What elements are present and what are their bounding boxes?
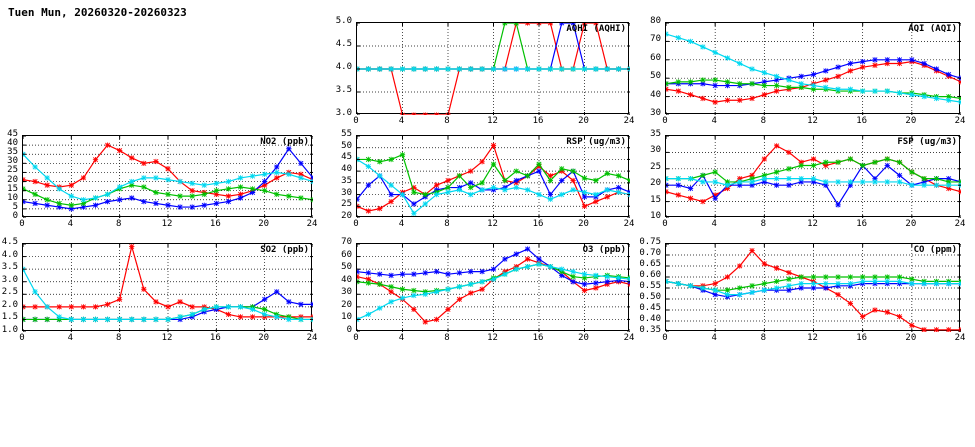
xtick-rsp: 12: [487, 219, 498, 229]
chart-panel-rsp: [341, 129, 635, 229]
ytick-aqi: 60: [650, 52, 661, 63]
ytick-no2: 0: [12, 211, 18, 221]
xtick-o3: 8: [444, 333, 450, 343]
xtick-aqhi: 12: [487, 116, 498, 126]
plot-area-so2: [22, 243, 312, 331]
ytick-no2: 10: [7, 192, 18, 203]
ytick-so2: 2.5: [1, 287, 18, 298]
xtick-rsp: 24: [623, 219, 635, 229]
ytick-aqhi: 5.0: [335, 16, 352, 26]
chart-panel-o3: [341, 237, 635, 343]
xtick-aqhi: 16: [532, 116, 544, 126]
xtick-fsp: 16: [856, 219, 868, 229]
ytick-rsp: 55: [341, 129, 352, 139]
xtick-no2: 8: [115, 219, 122, 229]
xtick-aqhi: 8: [444, 116, 450, 126]
chart-panel-aqi: [650, 16, 966, 126]
xtick-fsp: 12: [807, 219, 818, 229]
plot-area-no2: [22, 135, 312, 217]
xtick-no2: 16: [209, 219, 221, 229]
xtick-aqi: 16: [856, 116, 868, 126]
ytick-co: 0.70: [639, 248, 661, 258]
plot-area-co: [665, 243, 960, 331]
ytick-no2: 30: [7, 156, 18, 167]
xtick-co: 12: [807, 333, 818, 343]
chart-title-rsp: RSP (ug/m3): [566, 137, 626, 147]
xtick-co: 20: [905, 333, 917, 343]
plot-area-fsp: [665, 135, 960, 217]
xtick-rsp: 0: [353, 219, 359, 229]
chart-title-co: CO (ppm): [913, 245, 957, 255]
ytick-aqi: 30: [650, 108, 661, 118]
xtick-so2: 8: [115, 333, 122, 343]
xtick-no2: 0: [19, 219, 25, 229]
xtick-o3: 12: [487, 333, 498, 343]
ytick-aqhi: 4.5: [335, 39, 352, 49]
chart-panel-co: [639, 237, 966, 343]
chart-svg-o3: [357, 244, 630, 332]
ytick-rsp: 35: [341, 175, 352, 186]
chart-svg-aqhi: [357, 23, 630, 115]
xtick-so2: 16: [209, 333, 221, 343]
xtick-so2: 24: [306, 333, 318, 343]
chart-title-fsp: FSP (ug/m3): [897, 137, 957, 147]
xtick-co: 16: [856, 333, 868, 343]
xtick-aqi: 20: [905, 116, 917, 126]
xtick-rsp: 8: [444, 219, 450, 229]
xtick-no2: 4: [67, 219, 74, 229]
ytick-no2: 15: [7, 183, 18, 194]
page-title: Tuen Mun, 20260320-20260323: [8, 6, 187, 19]
ytick-co: 0.50: [639, 292, 661, 302]
ytick-co: 0.45: [639, 303, 661, 313]
ytick-fsp: 15: [650, 194, 661, 205]
ytick-no2: 5: [12, 201, 18, 212]
ytick-aqi: 40: [650, 89, 661, 100]
ytick-rsp: 25: [341, 199, 352, 210]
chart-title-aqi: AQI (AQI): [908, 24, 957, 34]
xtick-aqhi: 0: [353, 116, 359, 126]
plot-area-o3: [356, 243, 629, 331]
ytick-co: 0.35: [639, 325, 661, 335]
xtick-co: 4: [711, 333, 717, 343]
ytick-fsp: 25: [650, 161, 661, 172]
xtick-so2: 20: [258, 333, 270, 343]
ytick-co: 0.65: [639, 259, 661, 269]
xtick-o3: 24: [623, 333, 635, 343]
xtick-fsp: 4: [711, 219, 717, 229]
ytick-o3: 70: [341, 237, 352, 247]
xtick-aqhi: 24: [623, 116, 635, 126]
ytick-rsp: 50: [341, 140, 352, 151]
xtick-co: 0: [662, 333, 668, 343]
ytick-aqi: 70: [650, 34, 661, 45]
xtick-no2: 20: [258, 219, 270, 229]
ytick-o3: 40: [341, 274, 352, 285]
xtick-rsp: 4: [398, 219, 405, 229]
ytick-co: 0.55: [639, 281, 661, 291]
plot-area-aqhi: [356, 22, 629, 114]
ytick-aqhi: 4.0: [335, 62, 352, 72]
xtick-co: 24: [954, 333, 966, 343]
ytick-rsp: 45: [341, 152, 352, 163]
ytick-so2: 3.0: [1, 274, 18, 285]
ytick-o3: 10: [341, 312, 352, 323]
xtick-o3: 0: [353, 333, 359, 343]
ytick-fsp: 35: [650, 129, 661, 139]
ytick-fsp: 30: [650, 145, 661, 156]
ytick-co: 0.60: [639, 270, 661, 280]
ytick-o3: 0: [346, 325, 352, 335]
xtick-aqhi: 4: [398, 116, 405, 126]
xtick-aqhi: 20: [578, 116, 589, 126]
ytick-aqhi: 3.5: [335, 85, 352, 95]
ytick-co: 0.75: [639, 237, 661, 247]
chart-panel-aqhi: [335, 16, 635, 126]
xtick-no2: 12: [161, 219, 173, 229]
xtick-rsp: 20: [578, 219, 589, 229]
ytick-co: 0.40: [639, 314, 661, 324]
ytick-no2: 45: [7, 129, 18, 139]
xtick-so2: 0: [19, 333, 25, 343]
ytick-rsp: 20: [341, 211, 352, 221]
xtick-fsp: 0: [662, 219, 668, 229]
xtick-fsp: 24: [954, 219, 966, 229]
chart-title-o3: O3 (ppb): [582, 245, 626, 255]
chart-svg-no2: [23, 136, 313, 218]
xtick-o3: 4: [398, 333, 405, 343]
chart-title-so2: SO2 (ppb): [260, 245, 309, 255]
chart-svg-rsp: [357, 136, 630, 218]
ytick-rsp: 30: [341, 187, 352, 198]
xtick-fsp: 20: [905, 219, 917, 229]
xtick-aqi: 0: [662, 116, 668, 126]
ytick-no2: 20: [7, 174, 18, 185]
xtick-co: 8: [760, 333, 767, 343]
ytick-aqi: 50: [650, 71, 661, 82]
ytick-o3: 20: [341, 299, 352, 310]
ytick-aqi: 80: [650, 16, 661, 26]
ytick-so2: 1.5: [1, 312, 18, 323]
xtick-aqi: 4: [711, 116, 717, 126]
xtick-aqi: 12: [807, 116, 818, 126]
chart-title-no2: NO2 (ppb): [260, 137, 309, 147]
ytick-fsp: 10: [650, 211, 661, 221]
ytick-so2: 4.5: [1, 237, 18, 247]
ytick-o3: 60: [341, 249, 352, 260]
ytick-no2: 35: [7, 147, 18, 158]
series-day4: [357, 66, 630, 71]
chart-panel-no2: [7, 129, 318, 229]
ytick-o3: 50: [341, 262, 352, 273]
ytick-rsp: 40: [341, 164, 352, 175]
chart-title-aqhi: AQHI (AQHI): [566, 24, 626, 34]
ytick-so2: 4.0: [1, 249, 18, 260]
xtick-o3: 20: [578, 333, 589, 343]
ytick-aqhi: 3.0: [335, 108, 352, 118]
chart-panel-so2: [1, 237, 318, 343]
xtick-fsp: 8: [760, 219, 767, 229]
xtick-no2: 24: [306, 219, 318, 229]
plot-area-aqi: [665, 22, 960, 114]
ytick-so2: 1.0: [1, 325, 18, 335]
xtick-aqi: 8: [760, 116, 767, 126]
ytick-so2: 3.5: [1, 262, 18, 273]
xtick-so2: 12: [161, 333, 173, 343]
ytick-o3: 30: [341, 287, 352, 298]
ytick-no2: 40: [7, 138, 18, 149]
chart-svg-co: [666, 244, 961, 332]
plot-area-rsp: [356, 135, 629, 217]
ytick-fsp: 20: [650, 178, 661, 189]
ytick-no2: 25: [7, 165, 18, 176]
xtick-o3: 16: [532, 333, 544, 343]
ytick-so2: 2.0: [1, 299, 18, 310]
chart-svg-fsp: [666, 136, 961, 218]
xtick-so2: 4: [67, 333, 74, 343]
chart-svg-so2: [23, 244, 313, 332]
xtick-aqi: 24: [954, 116, 966, 126]
chart-svg-aqi: [666, 23, 961, 115]
xtick-rsp: 16: [532, 219, 544, 229]
chart-panel-fsp: [650, 129, 966, 229]
